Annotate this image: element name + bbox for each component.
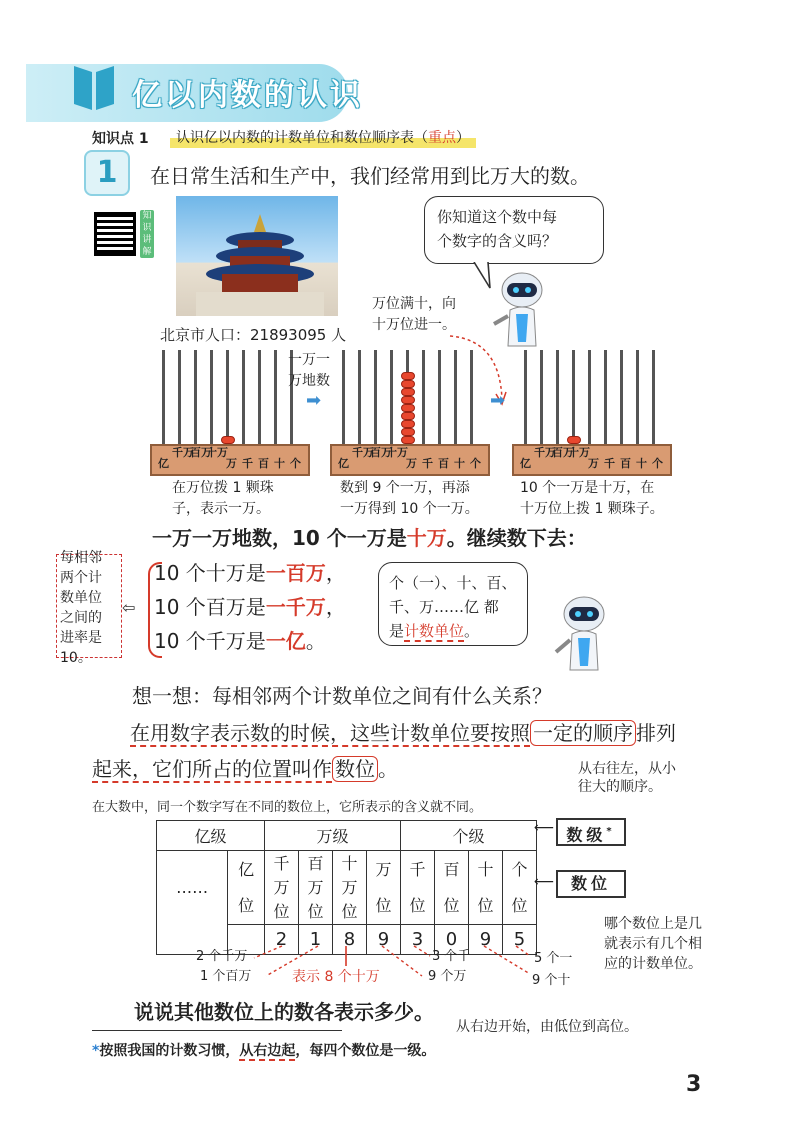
caption-line: 10 个一万是十万，在 [520,480,655,496]
place-paragraph-line2: 起来，它们所占的位置叫作 数位 。 [92,757,398,781]
level-cell: 万级 [265,821,401,851]
unit-line: 10 个十万是一百万， [154,561,346,585]
qr-code-icon[interactable] [94,212,136,256]
temple-photo [176,196,338,316]
qr-tag: 知识讲解 [140,210,154,258]
place-cell: 千 位 [401,851,435,925]
carry-note-line: 十万位进一。 [372,317,456,333]
robot-icon [554,594,610,674]
bubble-line: 你知道这个数中每 [437,208,558,226]
caption-line: 十万位上拨 1 颗珠子。 [520,501,664,517]
place-cell: 十 位 [469,851,503,925]
side-note-line: 数单位 [60,590,102,606]
footnote: *按照我国的计数习惯，从右边起，每四个数位是一级。 [92,1043,436,1059]
level-cell: 个级 [401,821,537,851]
footnote-divider [92,1030,342,1031]
side-note-line: 进率是 [60,630,102,646]
page-number: 3 [686,1072,702,1097]
level-tag: 数级* [556,818,626,846]
place-cell: 百 位 [435,851,469,925]
caption-line: 子，表示一万。 [172,501,270,517]
digit-cell: 9 [367,925,401,955]
ellipsis-cell: …… [157,851,228,925]
side-note-line: 10。 [60,650,92,666]
right-note-line: 哪个数位上是几 [604,916,702,932]
place-cell: 百 万 位 [299,851,333,925]
digit-cell: 8 [333,925,367,955]
place-cell: 十 万 位 [333,851,367,925]
left-arrow-icon: ⇦ [122,598,136,617]
abacus-caption-1 [172,478,274,520]
book-icon [70,58,118,114]
place-cell: 亿 位 [228,851,265,925]
abacus-caption-3 [520,478,664,520]
order-note-line: 往大的顺序。 [578,779,662,795]
discussion-prompt: 说说其他数位上的数各表示多少。 [134,1000,434,1024]
right-note-line: 就表示有几个相 [604,936,702,952]
digit-cell: 9 [469,925,503,955]
digit-cell: 2 [265,925,299,955]
left-arrow-icon: ⟵ [534,874,555,890]
knowledge-point-text: 认识亿以内数的计数单位和数位顺序表（重点） [170,126,476,148]
abacus-caption-2 [340,478,479,520]
bubble-line: 千、万……亿 都 [389,598,499,616]
place-cell: 万 位 [367,851,401,925]
place-value-table [156,820,537,955]
bubble-line: 是计数单位。 [389,622,480,640]
left-arrow-icon: ⟵ [534,820,555,836]
speech-bubble-question [424,196,604,264]
digit-cell: 0 [435,925,469,955]
count-note-line: 万地数 [288,373,330,389]
place-tag: 数位 [556,870,626,898]
photo-caption: 北京市人口：21893095 人 [160,326,347,344]
annotation-hundred-thousand: 表示 8 个十万 [292,969,380,985]
example-number: 1 [84,150,130,196]
right-note-line: 应的计数单位。 [604,956,702,972]
count-note-line: 一万一 [288,352,330,368]
think-question: 想一想：每相邻两个计数单位之间有什么关系？ [132,684,552,708]
side-note-line: 两个计 [60,570,102,586]
side-note-line: 之间的 [60,610,102,626]
right-note [604,914,702,974]
annotation-thousand: 3 个千 [432,949,471,964]
caption-line: 一万得到 10 个一万。 [340,501,479,517]
digit-cell: 1 [299,925,333,955]
speech-bubble-units [378,562,528,646]
unit-line: 10 个百万是一千万， [154,595,346,619]
side-note [60,548,102,668]
carry-note-line: 万位满十，向 [372,296,456,312]
place-cell: 千 万 位 [265,851,299,925]
knowledge-point-label: 知识点 1 [92,131,149,147]
annotation-million: 1 个百万 [200,969,252,984]
from-right-note: 从右边开始，由低位到高位。 [456,1019,638,1035]
annotation-ten: 9 个十 [532,973,571,988]
order-note-line: 从右往左，从小 [578,761,676,777]
place-paragraph-line1: 在用数字表示数的时候，这些计数单位要按照 一定的顺序 排列 [130,721,676,745]
digit-cell: 5 [503,925,537,955]
right-arrow-icon: ➡ [490,390,506,411]
count-note [288,350,330,392]
unit-list [154,556,346,658]
right-arrow-icon: ➡ [306,390,322,411]
place-cell: 个 位 [503,851,537,925]
annotation-ten-thousand: 9 个万 [428,969,467,984]
annotation-thousand-ten-thousand: 2 个千万 [196,949,248,964]
meaning-note: 在大数中，同一个数字写在不同的数位上，它所表示的含义就不同。 [92,800,483,815]
abacus-base: 亿 千万 百万 十万 万 千 百 十 个 [150,444,310,476]
bubble-line: 个（一）、十、百、 [389,574,517,592]
counting-sentence: 一万一万地数，10 个一万是十万。继续数下去： [152,526,587,550]
caption-line: 在万位拨 1 颗珠 [172,480,274,496]
abacus-base: 亿 千万 百万 十万 万 千 百 十 个 [512,444,672,476]
order-note [578,760,676,796]
bead [221,436,235,444]
level-cell: 亿级 [157,821,265,851]
digit-cell: 3 [401,925,435,955]
example-intro: 在日常生活和生产中，我们经常用到比万大的数。 [150,164,590,188]
unit-line: 10 个千万是一亿。 [154,629,326,653]
caption-line: 数到 9 个一万，再添 [340,480,470,496]
side-note-line: 每相邻 [60,550,102,566]
abacus-base: 亿 千万 百万 十万 万 千 百 十 个 [330,444,490,476]
page-title: 亿以内数的认识 [132,78,363,113]
annotation-one: 5 个一 [534,951,573,966]
bubble-line: 个数字的含义吗？ [437,232,558,250]
